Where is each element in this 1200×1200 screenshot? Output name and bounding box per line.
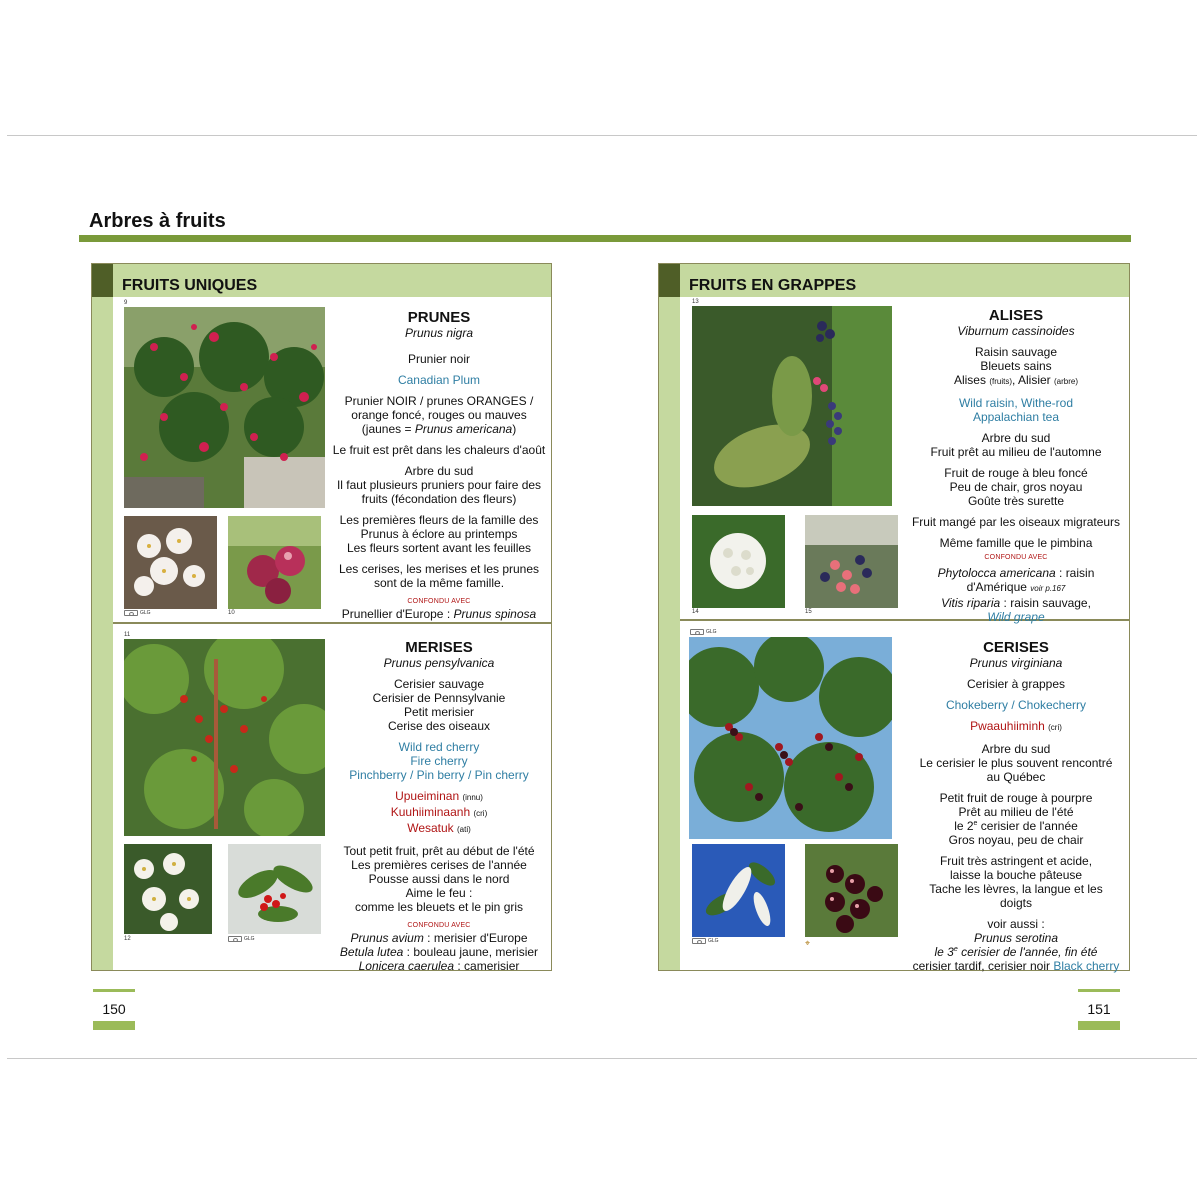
pin-cherry-fruit-photo bbox=[228, 844, 321, 934]
description-line: comme les bleuets et le pin gris bbox=[354, 900, 524, 914]
confondu-line: Betula lutea : bouleau jaune, merisier bbox=[339, 945, 539, 959]
cerises-text bbox=[903, 639, 1129, 973]
common-name-en: Canadian Plum bbox=[397, 373, 481, 387]
native-name: Wesatuk (ati) bbox=[407, 821, 471, 835]
description-line: Prunier NOIR / prunes ORANGES / bbox=[344, 394, 534, 408]
chokecherry-fruit-photo bbox=[805, 844, 898, 937]
confondu-line: Wild grape bbox=[987, 610, 1045, 624]
description-line: (jaunes = Prunus americana) bbox=[361, 422, 517, 436]
common-name-fr: Alises (fruits), Alisier (arbre) bbox=[953, 373, 1079, 387]
photo-number: 9 bbox=[124, 300, 128, 306]
left-panel-fruits-uniques bbox=[91, 263, 552, 971]
description-line: Prêt au milieu de l'été bbox=[958, 805, 1074, 819]
section-title: FRUITS EN GRAPPES bbox=[689, 277, 857, 294]
confondu-label: CONFONDU AVEC bbox=[984, 554, 1048, 561]
photo-number: 13 bbox=[692, 299, 699, 305]
description-line: orange foncé, rouges ou mauves bbox=[351, 408, 527, 422]
description-line: Le cerisier le plus souvent rencontré bbox=[919, 756, 1113, 770]
photo-credit: GLG bbox=[690, 629, 717, 635]
description-line: laisse la bouche pâteuse bbox=[949, 868, 1083, 882]
confondu-line: Lonicera caerulea : camerisier bbox=[358, 959, 520, 973]
photo-number: 14 bbox=[692, 609, 699, 615]
description-line: Les premières cerises de l'année bbox=[351, 858, 527, 872]
description-line: Arbre du sud bbox=[981, 431, 1051, 445]
description-line: Fruit mangé par les oiseaux migrateurs bbox=[911, 515, 1121, 529]
confondu-line: d'Amérique voir p.167 bbox=[966, 580, 1066, 594]
scientific-name: Prunus pensylvanica bbox=[383, 656, 495, 670]
photo-credit: GLG bbox=[228, 936, 255, 942]
confondu-line: Prunus avium : merisier d'Europe bbox=[350, 931, 528, 945]
plum-blossom-photo bbox=[124, 516, 217, 609]
common-name-fr: Cerise des oiseaux bbox=[387, 719, 491, 733]
description-line: Pousse aussi dans le nord bbox=[368, 872, 510, 886]
common-name-fr: Cerisier sauvage bbox=[393, 677, 485, 691]
pin-cherry-tree-photo bbox=[124, 639, 325, 836]
description-line: Fruit de rouge à bleu foncé bbox=[944, 466, 1088, 480]
common-name-fr: Raisin sauvage bbox=[974, 345, 1058, 359]
description-line: Même famille que le pimbina bbox=[939, 536, 1093, 550]
native-name: Pwaauhiiminh (cri) bbox=[970, 719, 1062, 733]
native-name: Kuuhiiminaanh (cri) bbox=[390, 805, 488, 819]
common-name-en: Wild raisin, Withe-rod bbox=[958, 396, 1074, 410]
common-name-en: Wild red cherry bbox=[398, 740, 480, 754]
camera-icon bbox=[228, 936, 242, 942]
page-number-left: 150 bbox=[93, 1001, 135, 1017]
merises-text bbox=[328, 639, 550, 973]
description-line: le 2e cerisier de l'année bbox=[954, 819, 1078, 833]
description-line: Arbre du sud bbox=[981, 742, 1051, 756]
description-line: Il faut plusieurs pruniers pour faire des bbox=[336, 478, 542, 492]
common-name-fr: Bleuets sains bbox=[980, 359, 1052, 373]
description-line: sont de la même famille. bbox=[373, 576, 505, 590]
confondu-label: CONFONDU AVEC bbox=[407, 598, 471, 605]
panel-corner-block bbox=[92, 264, 113, 297]
confondu-label: CONFONDU AVEC bbox=[407, 922, 471, 929]
chokecherry-tree-photo bbox=[689, 637, 892, 839]
scientific-name: Prunus nigra bbox=[404, 326, 474, 340]
common-name-en: Appalachian tea bbox=[972, 410, 1060, 424]
top-rule bbox=[7, 135, 1197, 136]
photo-number: 15 bbox=[805, 609, 812, 615]
confondu-line: Vitis riparia : raisin sauvage, bbox=[941, 596, 1091, 610]
page-number-right: 151 bbox=[1078, 1001, 1120, 1017]
common-name-en: Chokeberry / Chokecherry bbox=[945, 698, 1087, 712]
page-number-bar bbox=[1078, 1021, 1120, 1030]
description-line: Peu de chair, gros noyau bbox=[949, 480, 1083, 494]
species-name: PRUNES bbox=[407, 309, 471, 326]
description-line: Tache les lèvres, la langue et les bbox=[929, 882, 1103, 896]
description-line: Les premières fleurs de la famille des bbox=[339, 513, 539, 527]
description-line: Goûte très surette bbox=[967, 494, 1065, 508]
species-name: CERISES bbox=[983, 639, 1049, 656]
photo-credit: GLG bbox=[692, 938, 719, 944]
common-name-en: Pinchberry / Pin berry / Pin cherry bbox=[349, 768, 529, 782]
confondu-line: Prunellier d'Europe : Prunus spinosa bbox=[341, 607, 537, 621]
plum-fruit-photo bbox=[228, 516, 321, 609]
description-line: Les cerises, les merises et les prunes bbox=[338, 562, 540, 576]
photo-number: 11 bbox=[124, 632, 131, 638]
camera-icon bbox=[124, 610, 138, 616]
see-also-line: le 3e cerisier de l'année, fin été bbox=[934, 945, 1098, 959]
chokecherry-flower-photo bbox=[692, 844, 785, 937]
entry-divider bbox=[113, 622, 551, 624]
page-number-bar bbox=[93, 1021, 135, 1030]
description-line: Arbre du sud bbox=[404, 464, 474, 478]
description-line: Gros noyau, peu de chair bbox=[948, 833, 1084, 847]
pin-cherry-blossom-photo bbox=[124, 844, 212, 934]
see-also-line: cerisier tardif, cerisier noir Black cherry bbox=[912, 959, 1120, 973]
wild-raisin-photo bbox=[692, 306, 892, 506]
confondu-line: Phytolocca americana : raisin bbox=[937, 566, 1095, 580]
species-name: MERISES bbox=[405, 639, 473, 656]
description-line: Le fruit est prêt dans les chaleurs d'août bbox=[332, 443, 546, 457]
scientific-name: Viburnum cassinoides bbox=[957, 324, 1075, 338]
photo-number: 12 bbox=[124, 936, 131, 942]
title-underline bbox=[79, 235, 1131, 242]
page-number-bar bbox=[93, 989, 135, 992]
common-name-fr: Prunier noir bbox=[407, 352, 471, 366]
common-name-fr: Petit merisier bbox=[403, 705, 474, 719]
right-panel-fruits-en-grappes bbox=[658, 263, 1130, 971]
common-name-fr: Cerisier à grappes bbox=[966, 677, 1066, 691]
panel-side-strip bbox=[92, 264, 113, 970]
species-name: ALISES bbox=[988, 307, 1044, 324]
description-line: Fruit très astringent et acide, bbox=[939, 854, 1093, 868]
wild-raisin-berries-photo bbox=[805, 515, 898, 608]
bottom-rule bbox=[7, 1058, 1197, 1059]
description-line: Tout petit fruit, prêt au début de l'été bbox=[343, 844, 535, 858]
section-title: FRUITS UNIQUES bbox=[122, 277, 258, 294]
photo-credit: GLG bbox=[124, 610, 151, 616]
target-icon: ⌖ bbox=[805, 938, 811, 948]
camera-icon bbox=[692, 938, 706, 944]
panel-side-strip bbox=[659, 264, 680, 970]
description-line: doigts bbox=[999, 896, 1033, 910]
photo-number: 10 bbox=[228, 610, 235, 616]
plum-tree-photo bbox=[124, 307, 325, 508]
common-name-fr: Cerisier de Pennsylvanie bbox=[372, 691, 506, 705]
description-line: Fruit prêt au milieu de l'automne bbox=[930, 445, 1102, 459]
see-also-line: Prunus serotina bbox=[973, 931, 1059, 945]
description-line: au Québec bbox=[986, 770, 1046, 784]
description-line: Petit fruit de rouge à pourpre bbox=[939, 791, 1093, 805]
scientific-name: Prunus virginiana bbox=[969, 656, 1063, 670]
alises-text bbox=[903, 307, 1129, 624]
description-line: Les fleurs sortent avant les feuilles bbox=[346, 541, 532, 555]
panel-corner-block bbox=[659, 264, 680, 297]
see-also-label: voir aussi : bbox=[987, 917, 1045, 931]
camera-icon bbox=[690, 629, 704, 635]
page-title: Arbres à fruits bbox=[89, 210, 226, 232]
page-number-bar bbox=[1078, 989, 1120, 992]
wild-raisin-flower-photo bbox=[692, 515, 785, 608]
prunes-text bbox=[328, 309, 550, 621]
native-name: Upueiminan (innu) bbox=[395, 789, 483, 803]
description-line: fruits (fécondation des fleurs) bbox=[361, 492, 517, 506]
description-line: Prunus à éclore au printemps bbox=[360, 527, 518, 541]
common-name-en: Fire cherry bbox=[410, 754, 468, 768]
description-line: Aime le feu : bbox=[405, 886, 473, 900]
